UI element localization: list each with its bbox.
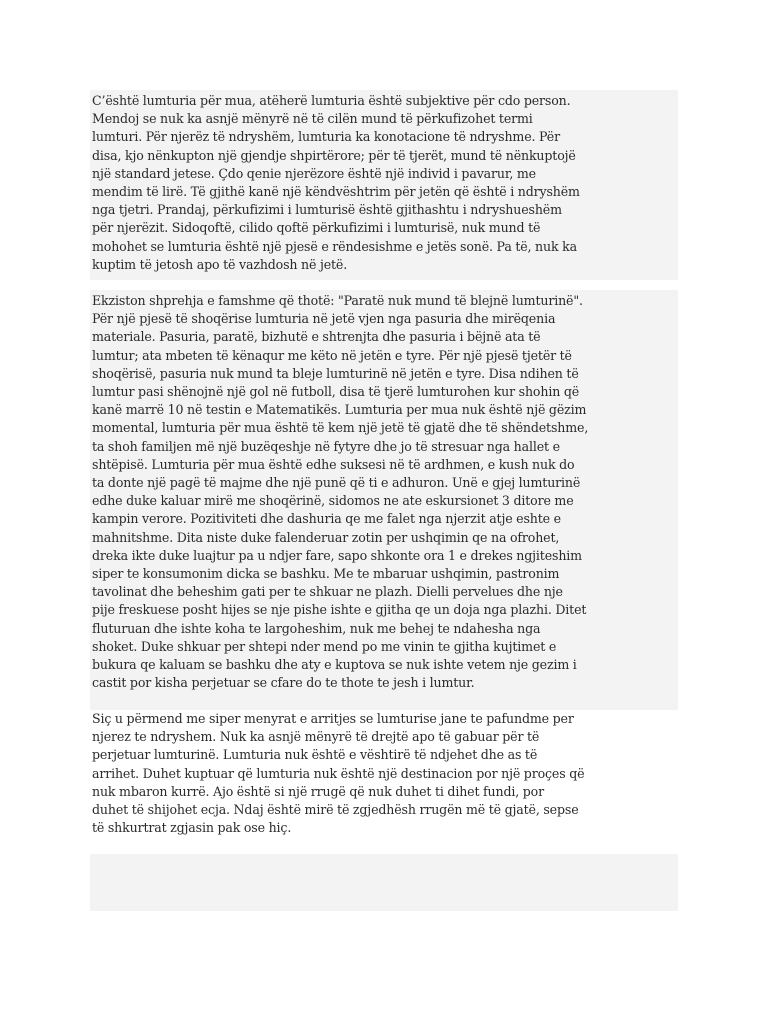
paragraph-2: Ekziston shprehja e famshme që thotë: "Paratë nuk mund të blejnë lumturinë". Për një pjesë të shoqërise lumturia në jetë vjen nga pasuria dhe mirëqenia materiale. Pasuria, paratë, bizhutë e shtrenjta dhe pasuria i bëjnë ata të lumtur; ata mbeten të kënaqur me këto në jetën e tyre. Për një pjesë tjetër të shoqërisë, pasuria nuk mund ta bleje lumturinë në jetën e tyre. Disa ndihen të lumtur pasi shënojnë një gol në futboll, disa të tjerë lumturohen kur shohin që kanë marrë 10 në testin e Matematikës. Lumturia per mua nuk është një gëzim momental, lumturia për mua është të kem një jetë të gjatë dhe të shëndetshme, ta shoh familjen më një buzëqeshje në fytyre dhe jo të stresuar nga hallet e shtëpisë. Lumturia për mua është edhe suksesi në të ardhmen, e kush nuk do ta donte një pagë të majme dhe një punë që ti e adhuron. Unë e gjej lumturinë edhe duke kaluar mirë me shoqërinë, sidomos ne ate eskursionet 3 ditore me kampin verore. Pozitiviteti dhe dashuria qe me falet nga njerzit atje eshte e mahnitshme. Dita niste duke falenderuar zotin per ushqimin qe na ofrohet, dreka ikte duke luajtur pa u ndjer fare, sapo shkonte ora 1 e drekes ngjiteshim siper te konsumonim dicka se bashku. Me te mbaruar ushqimin, pastronim tavolinat dhe beheshim gati per te shkuar ne plazh. Dielli pervelues dhe nje pije freskuese posht hijes se nje pishe ishte e gjitha qe un doja nga plazhi. Ditet fluturuan dhe ishte koha te largoheshim, nuk me behej te ndahesha nga shoket. Duke shkuar per shtepi nder mend po me vinin te gjitha kujtimet e bukura qe kaluam se bashku dhe aty e kuptova se nuk ishte vetem nje gezim i castit por kisha perjetuar se cfare do te thote te jesh i lumtur. [92,293,589,691]
empty-text-block [90,854,678,911]
paragraph-1: C’është lumturia për mua, atëherë lumturia është subjektive për cdo person. Mendoj se nuk ka asnjë mënyrë në të cilën mund të përkufizohet termi lumturi. Për njerëz të ndryshëm, lumturia ka konotacione të ndryshme. Për disa, kjo nënkupton një gjendje shpirtërore; për të tjerët, mund të nënkuptojë një standard jetese. Çdo qenie njerëzore është një individ i pavarur, me mendim të lirë. Të gjithë kanë një këndvështrim për jetën që është i ndryshëm nga tjetri. Prandaj, përkufizimi i lumturisë është gjithashtu i ndryshueshëm për njerëzit. Sidoqoftë, cilido qoftë përkufizimi i lumturisë, nuk mund të mohohet se lumturia është një pjesë e rëndesishme e jetës sonë. Pa të, nuk ka kuptim të jetosh apo të vazhdosh në jetë. [92,93,580,272]
paragraph-3: Siç u përmend me siper menyrat e arritjes se lumturise jane te pafundme per njerez te ndryshem. Nuk ka asnjë mënyrë të drejtë apo të gabuar për të perjetuar lumturinë. Lumturia nuk është e vështirë të ndjehet dhe as të arrihet. Duhet kuptuar që lumturia nuk është një destinacion por një proçes që nuk mbaron kurrë. Ajo është si një rrugë që nuk duhet ti dihet fundi, por duhet të shijohet ecja. Ndaj është mirë të zgjedhësh rrugën më të gjatë, sepse të shkurtrat zgjasin pak ose hiç. [92,711,585,836]
